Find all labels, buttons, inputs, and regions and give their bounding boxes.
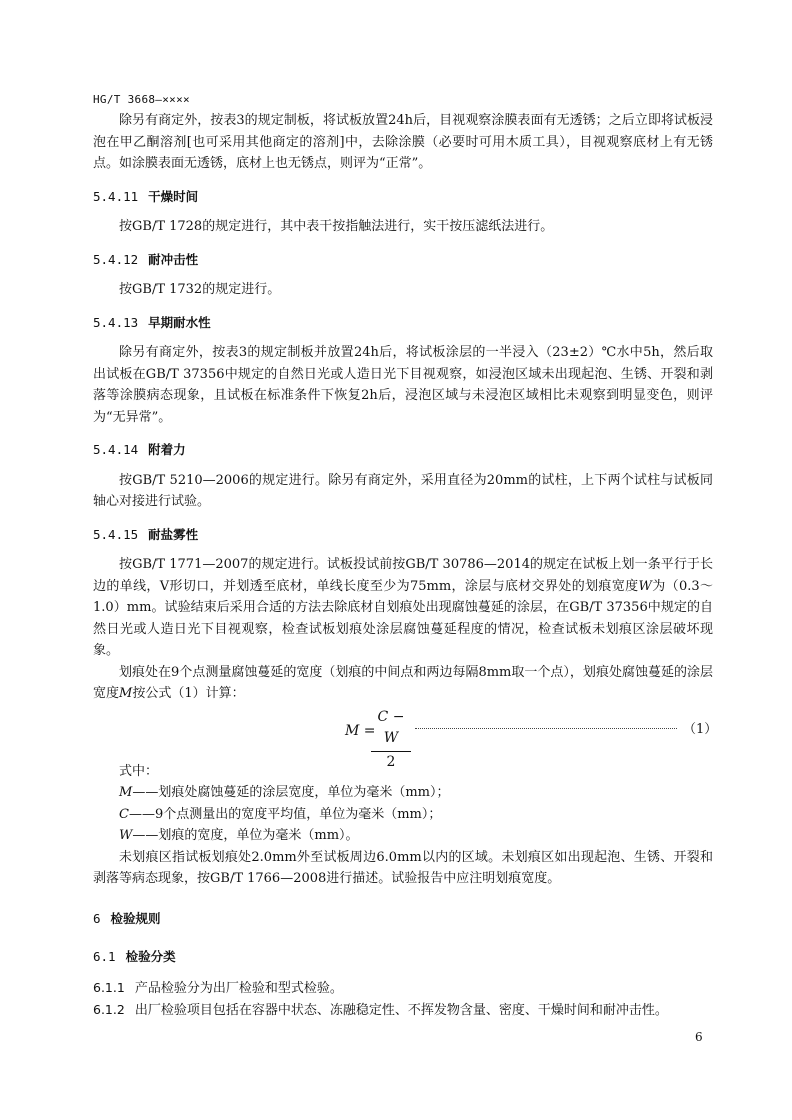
section-5-4-13-body: 除另有商定外，按表3的规定制板并放置24h后，将试板涂层的一半浸入（23±2）℃水中5h，然后取出试板在GB/T 37356中规定的自然日光或人造日光下目视观察，如浸泡区域未出现起泡、生锈、开裂和剥落等涂膜病态现象，且试板在标准条件下恢复2h后，浸泡区域与未浸泡区域相比未观察到明显变色，则评为“无异常”。	[93, 345, 713, 425]
section-5-4-15-body-3: 未划痕区指试板划痕处2.0mm外至试板周边6.0mm以内的区域。未划痕区如出现起泡、生锈、开裂和剥落等病态现象，按GB/T 1766—2008进行描述。试验报告中应注明划痕宽度。	[93, 849, 713, 886]
page-body	[93, 110, 718, 1022]
section-6-heading: 6 检验规则	[93, 910, 161, 926]
formula-leader-dots	[415, 727, 677, 729]
definition-m: M——划痕处腐蚀蔓延的涂层宽度，单位为毫米（mm）；	[119, 785, 450, 800]
formula-fraction	[371, 707, 411, 774]
intro-paragraph: 除另有商定外，按表3的规定制板，将试板放置24h后，目视观察涂膜表面有无透锈；之后立即将试板浸泡在甲乙酮溶剂[也可采用其他商定的溶剂]中，去除涂膜（必要时可用木质工具），目视观察底材上有无锈点。如涂膜表面无透锈，底材上也无锈点，则评为“正常”。	[93, 113, 713, 171]
section-6-1-1: 6.1.1 产品检验分为出厂检验和型式检验。	[93, 979, 343, 996]
section-5-4-15-body-2: 划痕处在9个点测量腐蚀蔓延的宽度（划痕的中间点和两边每隔8mm取一个点），划痕处腐蚀蔓延的涂层宽度M按公式（1）计算：	[93, 664, 713, 701]
formula-lhs: M =	[345, 722, 376, 739]
section-5-4-12-body: 按GB/T 1732的规定进行。	[119, 282, 281, 297]
definition-c: C——9个点测量出的宽度平均值，单位为毫米（mm）；	[119, 806, 442, 822]
document-code-header: HG/T 3668—××××	[93, 93, 190, 106]
section-5-4-11-body: 按GB/T 1728的规定进行，其中表干按指触法进行，实干按压滤纸法进行。	[119, 219, 554, 234]
section-5-4-15-heading: 5.4.15 耐盐雾性	[93, 526, 199, 542]
where-label: 式中：	[119, 763, 159, 779]
section-5-4-14-body: 按GB/T 5210—2006的规定进行。除另有商定外，采用直径为20mm的试柱，上下两个试柱与试板同轴心对接进行试验。	[93, 472, 713, 509]
formula-denominator: 2	[386, 753, 396, 770]
section-6-1-2: 6.1.2 出厂检验项目包括在容器中状态、冻融稳定性、不挥发物含量、密度、干燥时间和耐冲击性。	[93, 1002, 668, 1018]
section-6-1-heading: 6.1 检验分类	[93, 949, 176, 964]
section-5-4-13-heading: 5.4.13 早期耐水性	[93, 314, 211, 330]
formula-numerator: C − W	[371, 707, 411, 752]
section-5-4-14-heading: 5.4.14 附着力	[93, 442, 186, 457]
formula-1	[93, 707, 718, 770]
section-5-4-15-body-1: 按GB/T 1771—2007的规定进行。试板投试前按GB/T 30786—2014的规定在试板上划一条平行于长边的单线，V形切口，并划透至底材，单线长度至少为75mm，涂层与底材交界处的划痕宽度W为（0.3～1.0）mm。试验结束后采用合适的方法去除底材自划痕处出现腐蚀蔓延的涂层，在GB/T 37356中规定的自然日光或人造日光下目视观察，检查试板划痕处涂层腐蚀蔓延程度的情况，检查试板未划痕区涂层破坏现象。	[93, 557, 713, 658]
definition-w: W——划痕的宽度，单位为毫米（mm）。	[119, 828, 359, 843]
page-number: 6	[695, 1030, 703, 1044]
section-5-4-11-heading: 5.4.11 干燥时间	[93, 188, 199, 204]
formula-number: （1）	[683, 721, 718, 737]
section-5-4-12-heading: 5.4.12 耐冲击性	[93, 251, 199, 267]
